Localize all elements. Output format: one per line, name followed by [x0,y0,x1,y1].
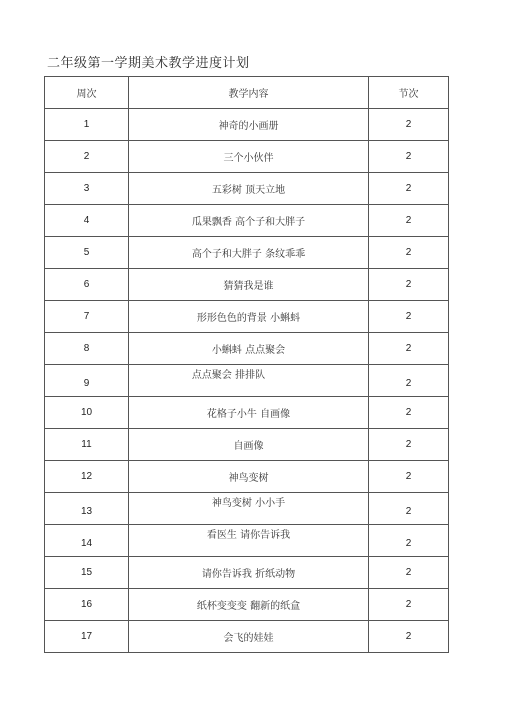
hours-cell: 2 [369,429,449,461]
table-row [45,205,449,237]
table-row [45,461,449,493]
hours-cell [369,365,449,397]
table-row [45,301,449,333]
table-row [45,557,449,589]
content-text: 点点聚会 排排队 [191,370,266,381]
week-text: 14 [80,538,93,549]
week-cell [45,365,129,397]
week-text: 13 [80,506,93,517]
header-content: 教学内容 [129,77,369,109]
content-cell: 五彩树 顶天立地 [129,173,369,205]
week-cell: 5 [45,237,129,269]
hours-cell: 2 [369,333,449,365]
content-cell: 会飞的娃娃 [129,621,369,653]
table-row [45,237,449,269]
hours-cell: 2 [369,461,449,493]
week-cell: 2 [45,141,129,173]
table-row [45,621,449,653]
week-cell: 11 [45,429,129,461]
table-header-row [45,77,449,109]
hours-cell: 2 [369,173,449,205]
content-cell [129,493,369,525]
content-cell: 猜猜我是谁 [129,269,369,301]
content-cell: 瓜果飘香 高个子和大胖子 [129,205,369,237]
content-cell: 形形色色的背景 小蝌蚪 [129,301,369,333]
table-row [45,365,449,397]
table-row [45,589,449,621]
table-row [45,333,449,365]
content-cell: 花格子小牛 自画像 [129,397,369,429]
table-row [45,397,449,429]
week-cell: 8 [45,333,129,365]
week-cell [45,493,129,525]
hours-cell: 2 [369,397,449,429]
content-cell: 自画像 [129,429,369,461]
week-cell: 7 [45,301,129,333]
week-cell: 3 [45,173,129,205]
content-cell: 神奇的小画册 [129,109,369,141]
hours-text: 2 [405,538,412,549]
content-cell: 神鸟变树 [129,461,369,493]
hours-cell: 2 [369,557,449,589]
hours-cell: 2 [369,269,449,301]
week-cell: 1 [45,109,129,141]
week-cell: 12 [45,461,129,493]
header-hours: 节次 [369,77,449,109]
content-text: 神鸟变树 小小手 [211,498,286,509]
table-row [45,109,449,141]
content-cell [129,365,369,397]
table-row [45,525,449,557]
content-cell: 请你告诉我 折纸动物 [129,557,369,589]
teaching-schedule-table [44,76,449,653]
hours-cell [369,493,449,525]
hours-cell: 2 [369,141,449,173]
hours-cell: 2 [369,237,449,269]
table-row [45,141,449,173]
content-cell [129,525,369,557]
table-row [45,173,449,205]
hours-cell: 2 [369,109,449,141]
week-cell: 6 [45,269,129,301]
content-cell: 三个小伙伴 [129,141,369,173]
header-week: 周次 [45,77,129,109]
hours-cell: 2 [369,301,449,333]
week-cell: 4 [45,205,129,237]
content-cell: 纸杯变变变 翻新的纸盒 [129,589,369,621]
week-cell: 15 [45,557,129,589]
hours-cell [369,525,449,557]
week-cell: 17 [45,621,129,653]
content-cell: 高个子和大胖子 条纹乖乖 [129,237,369,269]
week-cell: 16 [45,589,129,621]
week-cell [45,525,129,557]
content-text: 看医生 请你告诉我 [206,530,291,541]
hours-text: 2 [405,506,412,517]
table-row [45,493,449,525]
hours-cell: 2 [369,621,449,653]
content-cell: 小蝌蚪 点点聚会 [129,333,369,365]
hours-cell: 2 [369,589,449,621]
hours-cell: 2 [369,205,449,237]
hours-text: 2 [405,378,412,389]
week-text: 9 [83,378,90,389]
table-row [45,429,449,461]
table-row [45,269,449,301]
week-cell: 10 [45,397,129,429]
page-title: 二年级第一学期美术教学进度计划 [47,56,250,71]
